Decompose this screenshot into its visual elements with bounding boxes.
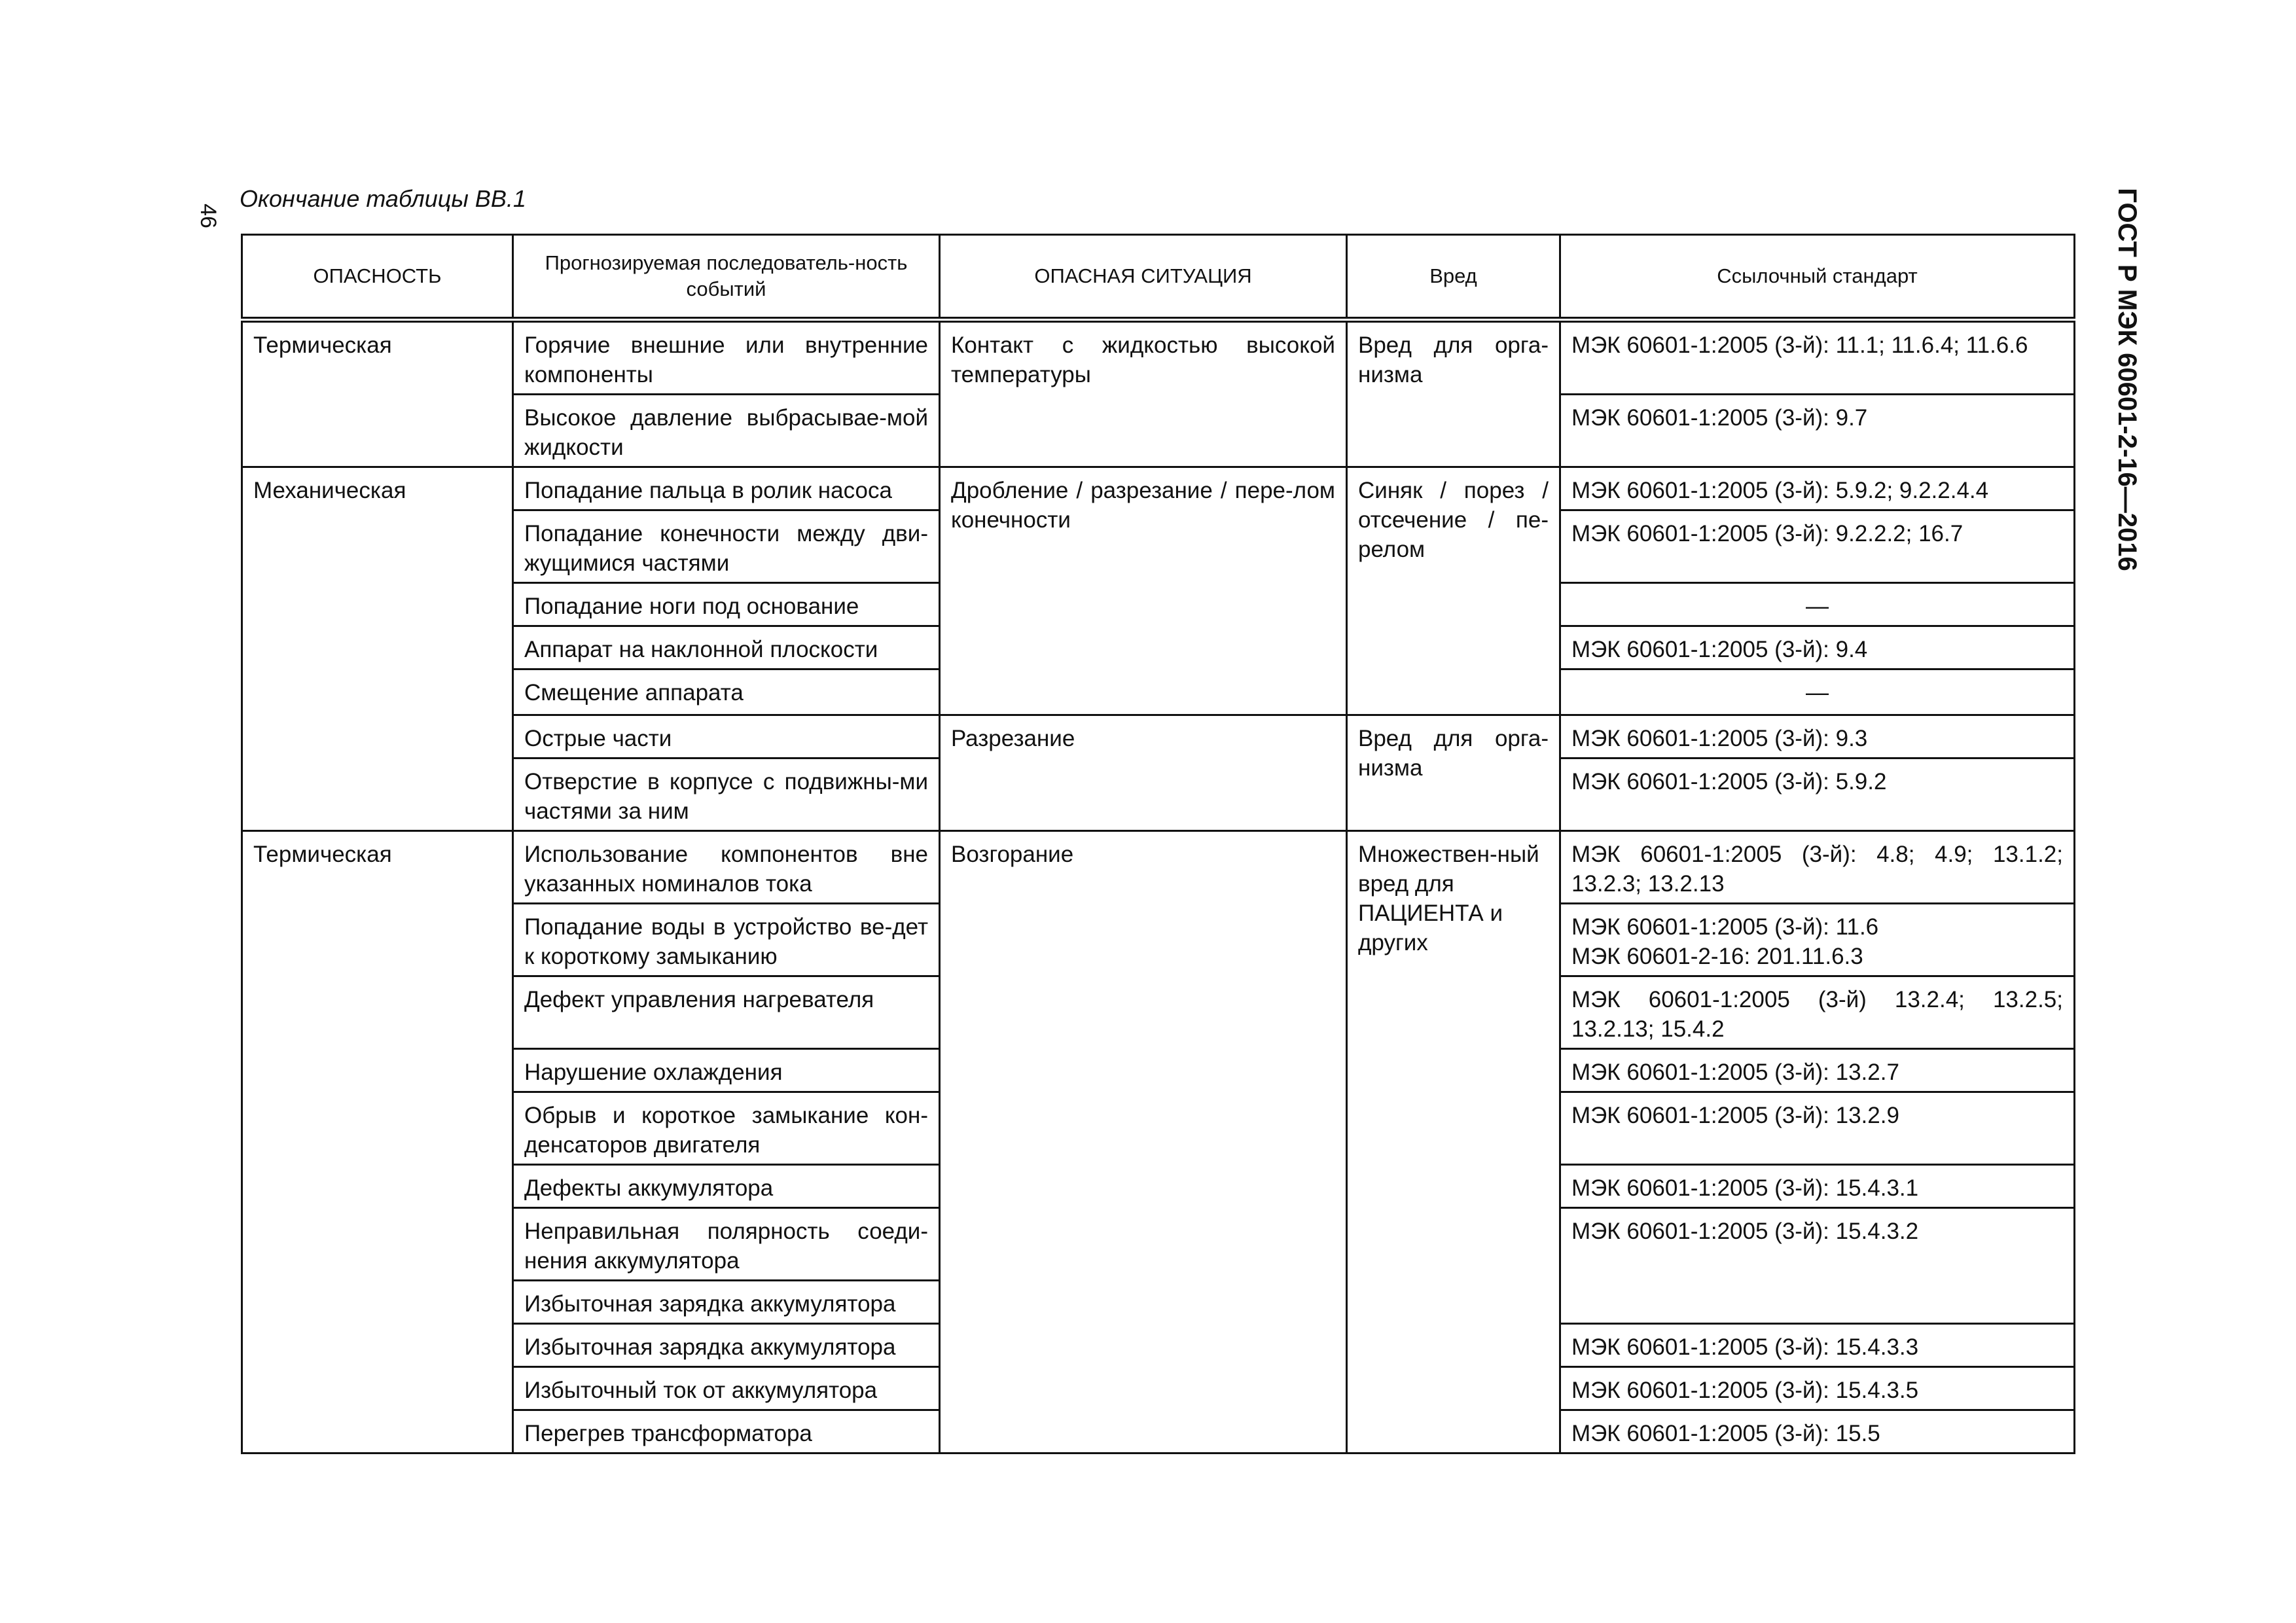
header-reference-standard: Ссылочный стандарт [1560, 235, 2075, 320]
reference-cell: МЭК 60601-1:2005 (3-й): 9.7 [1560, 395, 2075, 467]
reference-cell [1560, 904, 2075, 976]
hazard-cell: Механическая [242, 467, 513, 831]
reference-cell: — [1560, 583, 2075, 626]
reference-cell: МЭК 60601-1:2005 (3-й): 5.9.2 [1560, 758, 2075, 831]
table-caption: Окончание таблицы ВВ.1 [240, 185, 526, 212]
event-cell: Неправильная полярность соеди-нения аккумулятора [513, 1208, 940, 1281]
reference-cell: — [1560, 669, 2075, 715]
event-cell: Попадание конечности между дви-жущимися частями [513, 510, 940, 583]
reference-cell: МЭК 60601-1:2005 (3-й): 9.2.2.2; 16.7 [1560, 510, 2075, 583]
reference-cell: МЭК 60601-1:2005 (3-й) 13.2.4; 13.2.5; 13.2.13; 15.4.2 [1560, 976, 2075, 1049]
event-cell: Высокое давление выбрасывае-мой жидкости [513, 395, 940, 467]
event-cell: Избыточный ток от аккумулятора [513, 1367, 940, 1410]
event-cell: Перегрев трансформатора [513, 1410, 940, 1454]
hazard-table [241, 234, 2075, 1454]
event-cell: Избыточная зарядка аккумулятора [513, 1324, 940, 1367]
reference-cell: МЭК 60601-1:2005 (3-й): 4.8; 4.9; 13.1.2; 13.2.3; 13.2.13 [1560, 831, 2075, 904]
event-cell: Попадание пальца в ролик насоса [513, 467, 940, 510]
situation-cell: Дробление / разрезание / пере-лом конечности [940, 467, 1347, 715]
event-cell: Использование компонентов вне указанных номиналов тока [513, 831, 940, 904]
event-cell: Обрыв и короткое замыкание кон-денсаторов двигателя [513, 1092, 940, 1165]
event-cell: Попадание воды в устройство ве-дет к короткому замыканию [513, 904, 940, 976]
reference-cell: МЭК 60601-1:2005 (3-й): 15.4.3.1 [1560, 1165, 2075, 1208]
reference-cell: МЭК 60601-1:2005 (3-й): 11.1; 11.6.4; 11.6.6 [1560, 320, 2075, 395]
reference-cell: МЭК 60601-1:2005 (3-й): 9.4 [1560, 626, 2075, 669]
hazard-cell: Термическая [242, 831, 513, 1454]
reference-line: МЭК 60601-2-16: 201.11.6.3 [1571, 944, 1863, 969]
table-row [242, 320, 2075, 395]
event-cell: Попадание ноги под основание [513, 583, 940, 626]
reference-line: МЭК 60601-1:2005 (3-й): 11.6 [1571, 914, 1879, 940]
header-event-sequence: Прогнозируемая последователь-ность событий [513, 235, 940, 320]
event-cell: Горячие внешние или внутренние компоненты [513, 320, 940, 395]
reference-cell: МЭК 60601-1:2005 (3-й): 15.5 [1560, 1410, 2075, 1454]
harm-cell: Вред для орга-низма [1347, 320, 1560, 467]
event-cell: Отверстие в корпусе с подвижны-ми частями за ним [513, 758, 940, 831]
reference-cell: МЭК 60601-1:2005 (3-й): 15.4.3.3 [1560, 1324, 2075, 1367]
reference-cell: МЭК 60601-1:2005 (3-й): 9.3 [1560, 715, 2075, 758]
table-row [242, 831, 2075, 904]
table-row [242, 715, 2075, 758]
reference-cell: МЭК 60601-1:2005 (3-й): 15.4.3.2 [1560, 1208, 2075, 1324]
situation-cell: Контакт с жидкостью высокой температуры [940, 320, 1347, 467]
hazard-cell: Термическая [242, 320, 513, 467]
event-cell: Дефекты аккумулятора [513, 1165, 940, 1208]
situation-cell: Возгорание [940, 831, 1347, 1454]
table-row [242, 467, 2075, 510]
standard-title: ГОСТ Р МЭК 60601-2-16—2016 [2113, 188, 2142, 571]
harm-cell: Вред для орга-низма [1347, 715, 1560, 831]
event-cell: Нарушение охлаждения [513, 1049, 940, 1092]
page-number: 46 [196, 204, 221, 228]
header-hazardous-situation: ОПАСНАЯ СИТУАЦИЯ [940, 235, 1347, 320]
event-cell: Аппарат на наклонной плоскости [513, 626, 940, 669]
harm-cell: Синяк / порез / отсечение / пе-релом [1347, 467, 1560, 715]
header-harm: Вред [1347, 235, 1560, 320]
reference-cell: МЭК 60601-1:2005 (3-й): 15.4.3.5 [1560, 1367, 2075, 1410]
reference-cell: МЭК 60601-1:2005 (3-й): 5.9.2; 9.2.2.4.4 [1560, 467, 2075, 510]
header-hazard: ОПАСНОСТЬ [242, 235, 513, 320]
event-cell: Дефект управления нагревателя [513, 976, 940, 1049]
reference-cell: МЭК 60601-1:2005 (3-й): 13.2.9 [1560, 1092, 2075, 1165]
reference-cell: МЭК 60601-1:2005 (3-й): 13.2.7 [1560, 1049, 2075, 1092]
event-cell: Смещение аппарата [513, 669, 940, 715]
header-row [242, 235, 2075, 320]
event-cell: Избыточная зарядка аккумулятора [513, 1281, 940, 1324]
harm-cell: Множествен-ный вред для ПАЦИЕНТА и других [1347, 831, 1560, 1454]
event-cell: Острые части [513, 715, 940, 758]
situation-cell: Разрезание [940, 715, 1347, 831]
